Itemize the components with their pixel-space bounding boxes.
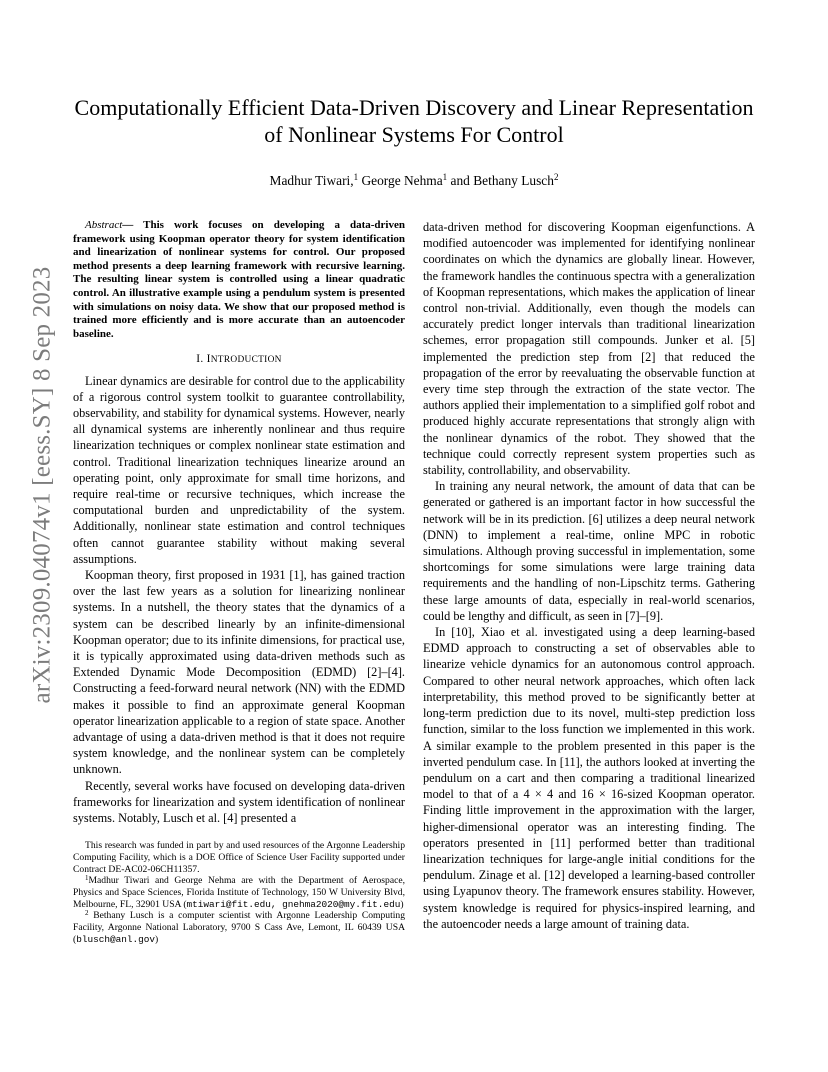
footnote-1-text: Madhur Tiwari and George Nehma are with the Department of Aerospace, Physics and Space Sciences, Florida Institute of Technology, 150 W University Blvd, Melbourne, FL, 32901 USA (	[73, 875, 405, 910]
footnote-2	[73, 910, 405, 945]
footnote-funding: This research was funded in part by and used resources of the Argonne Leadership Computing Facility, which is a DOE Office of Science User Facility supported under Contract DE-AC02-06CH11357.	[73, 840, 405, 875]
section-initial: I	[206, 353, 211, 366]
left-column	[73, 219, 405, 946]
right-paragraph-3: In [10], Xiao et al. investigated using a deep learning-based EDMD approach to constructing a set of observables able to linearize vehicle dynamics for an autonomous control approach. Compared to other neural network approaches, which often lack interpretability, this method proved to be significantly better at long-term prediction due to its novel, multi-step prediction loss function, similar to the loss function we implemented in this work. A similar example to the problem presented in this paper is the inverted pendulum case. In [11], the authors looked at inverting the pendulum on a cart and then comparing a traditional linearized model to that of a 4 × 4 and 16 × 16-sized Koopman operator. Finding little improvement in the approximation with the larger, higher-dimensional operator was an interesting finding. The operators presented in [11] performed better than traditional linearization techniques for large-angle initial conditions for the pendulum. Zinage et al. [12] developed a learning-based controller using Lyapunov theory. The framework ensures stability. However, system knowledge is required for physics-inspired learning, and the autoencoder needs a large amount of training data.	[423, 625, 755, 931]
footnote-1-close: )	[400, 898, 404, 910]
title-line-1: Computationally Efficient Data-Driven Discovery and Linear Representation	[74, 95, 754, 120]
right-paragraph-2: In training any neural network, the amount of data that can be generated or gathered is an important factor in how successful the network will be in its prediction. [6] utilizes a deep neural network (DNN) to implement a real-time, online MPC in robotic simulations. Although proving successful in implementation, some shortcomings for some simulations were large training data requirements and the handling of non-Lipschitz terms. Gathering these large amounts of data, especially in real-world scenarios, could be lengthy and difficult, as seen in [7]–[9].	[423, 479, 755, 623]
footnote-2-marker: 2	[85, 909, 89, 918]
footnote-1	[73, 875, 405, 910]
right-paragraph-1: data-driven method for discovering Koopman eigenfunctions. A modified autoencoder was implemented for identifying nonlinear coordinates on which the dynamics are globally linear. However, the framework handles the continuous spectra with a generalization of Koopman representations, which makes the application of linear control non-trivial. Additionally, even though the models can accurately predict longer intervals than traditional linearization schemes, error propagation still compounds. Junker et al. [5] implemented the prediction step from [2] that reduced the propagation of the error by reevaluating the observable function at every time step through the extraction of the state vector. The authors applied their implementation to a simplified golf robot and produced highly accurate representations that strongly align with the nonlinear dynamics of the robot. They showed that the technique could correctly represent system properties such as stability, controllability, and observability.	[423, 220, 755, 478]
intro-paragraph-1: Linear dynamics are desirable for control due to the applicability of a rigorous control system toolkit to guarantee controllability, observability, and stability for dynamical systems. However, nearly all dynamical systems are inherently nonlinear and thus require linearization techniques or complex nonlinear state estimation and control. Traditional linearization techniques linearize around an operating point, only approximate for small time horizons, and require real-time or recursive techniques, which increase the computational burden and unpredictability of the system. Additionally, nonlinear state estimation and control techniques often cannot guarantee stability without making several assumptions.	[73, 373, 405, 566]
author-1: Madhur Tiwari,	[269, 173, 354, 188]
author-3: Bethany Lusch	[473, 173, 554, 188]
author-2: George Nehma	[361, 173, 443, 188]
author-1-affiliation: 1	[353, 172, 359, 182]
footnote-2-close: )	[154, 933, 159, 945]
footnote-1-marker: 1	[85, 874, 89, 883]
abstract-lead: Abstract	[85, 219, 123, 231]
footnote-2-email: blusch@anl.gov	[76, 933, 155, 945]
intro-paragraph-3: Recently, several works have focused on developing data-driven frameworks for linearization and system identification of nonlinear systems. Notably, Lusch et al. [4] presented a	[73, 778, 405, 826]
footnote-1-emails: mtiwari@fit.edu, gnehma2020@my.fit.edu	[186, 898, 401, 910]
paper-title	[60, 94, 768, 148]
author-list	[60, 172, 768, 190]
title-line-2: of Nonlinear Systems For Control	[264, 122, 564, 147]
abstract	[73, 219, 405, 341]
abstract-dash: —	[122, 219, 144, 231]
section-heading-introduction	[73, 351, 405, 368]
author-2-affiliation: 1	[442, 172, 448, 182]
abstract-text: This work focuses on developing a data-driven framework using Koopman operator theory for system identification and linearization of nonlinear systems for control. Our proposed method presents a deep learning framework with recursive learning. The resulting linear system is controlled using a linear quadratic control. An illustrative example using a pendulum system is presented with simulations on noisy data. We show that our proposed method is trained more efficiently and is more accurate than an autoencoder baseline.	[73, 219, 405, 340]
author-3-affiliation: 2	[553, 172, 559, 182]
arxiv-identifier	[22, 266, 62, 704]
arxiv-identifier-text: arXiv:2309.04074v1 [eess.SY] 8 Sep 2023	[28, 266, 55, 704]
footnote-2-text: Bethany Lusch is a computer scientist with Argonne Leadership Computing Facility, Argonne National Laboratory, 9700 S Cass Ave, Lemont, IL 60439 USA (	[73, 910, 405, 945]
footnotes	[73, 840, 405, 945]
author-conjunction: and	[450, 173, 470, 188]
intro-paragraph-2: Koopman theory, first proposed in 1931 [1], has gained traction over the last few years as a solution for linearizing nonlinear systems. In a nutshell, the theory states that the dynamics of a system can be described linearly by an infinite-dimensional Koopman operator; due to its infinite dimensions, for practical use, it is typically approximated using data-driven methods such as Extended Dynamic Mode Decomposition (EDMD) [2]–[4]. Constructing a feed-forward neural network (NN) with the EDMD makes it possible to find an approximate general Koopman operator linearization applicable to a region of state space. Another advantage of using a data-driven method is that it does not require system knowledge, and the nonlinear system can be completely unknown.	[73, 567, 405, 777]
right-column	[423, 219, 755, 932]
section-number: I.	[196, 353, 207, 366]
section-title-rest: NTRODUCTION	[210, 355, 282, 366]
